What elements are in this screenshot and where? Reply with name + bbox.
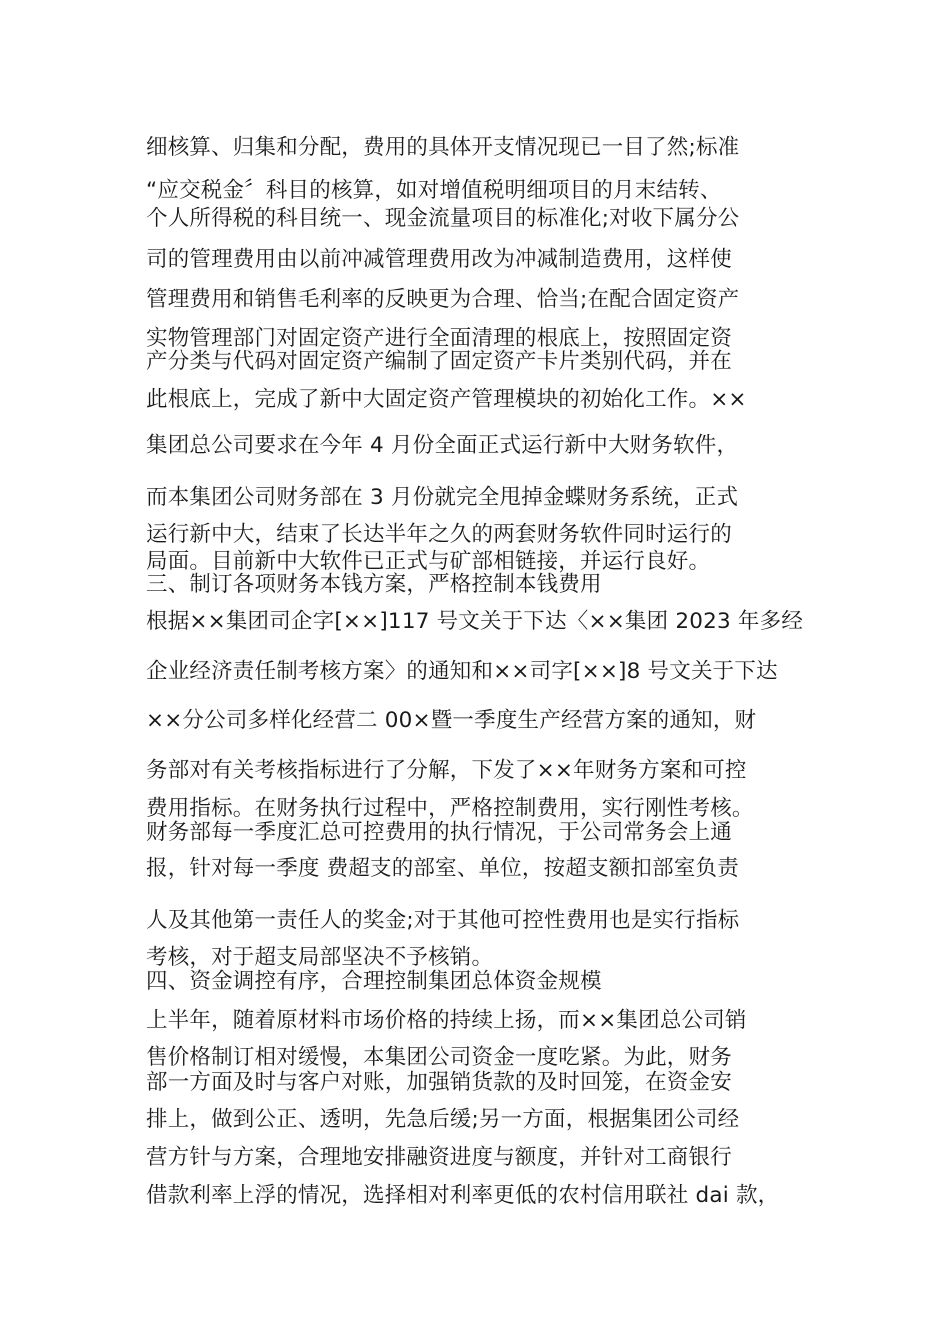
text-line-15: 企业经济责任制考核方案〉的通知和××司字[××]8 号文关于下达 xyxy=(146,659,778,684)
text-line-21: 人及其他第一责任人的奖金;对于其他可控性费用也是实行指标 xyxy=(146,908,740,933)
text-line-16: ××分公司多样化经营二 00×暨一季度生产经营方案的通知，财 xyxy=(146,708,757,733)
text-line-2: “应交税金〞科目的核算，如对增值税明细项目的月末结转、 xyxy=(146,178,722,203)
text-line-1: 细核算、归集和分配，费用的具体开支情况现已一目了然;标准 xyxy=(146,135,740,160)
text-line-24: 上半年，随着原材料市场价格的持续上扬，而××集团总公司销 xyxy=(146,1008,747,1033)
text-line-19: 财务部每一季度汇总可控费用的执行情况，于公司常务会上通 xyxy=(146,820,732,845)
text-line-4: 司的管理费用由以前冲减管理费用改为冲减制造费用，这样使 xyxy=(146,247,732,272)
text-line-26: 部一方面及时与客户对账，加强销货款的及时回笼，在资金安 xyxy=(146,1070,732,1095)
text-line-18: 费用指标。在财务执行过程中，严格控制费用，实行刚性考核。 xyxy=(146,796,754,821)
section-heading-4: 四、资金调控有序，合理控制集团总体资金规模 xyxy=(146,969,602,994)
text-line-7: 产分类与代码对固定资产编制了固定资产卡片类别代码，并在 xyxy=(146,349,732,374)
text-line-17: 务部对有关考核指标进行了分解，下发了××年财务方案和可控 xyxy=(146,758,747,783)
text-line-27: 排上，做到公正、透明，先急后缓;另一方面，根据集团公司经 xyxy=(146,1107,740,1132)
text-line-11: 运行新中大，结束了长达半年之久的两套财务软件同时运行的 xyxy=(146,522,732,547)
text-line-22: 考核，对于超支局部坚决不予核销。 xyxy=(146,945,494,970)
text-line-28: 营方针与方案，合理地安排融资进度与额度，并针对工商银行 xyxy=(146,1145,732,1170)
text-line-29: 借款利率上浮的情况，选择相对利率更低的农村信用联社 dai 款， xyxy=(146,1183,780,1208)
text-line-12: 局面。目前新中大软件已正式与矿部相链接，并运行良好。 xyxy=(146,549,711,574)
text-line-20: 报，针对每一季度 费超支的部室、单位，按超支额扣部室负责 xyxy=(146,856,739,881)
text-line-8: 此根底上，完成了新中大固定资产管理模块的初始化工作。×× xyxy=(146,387,747,412)
text-line-9: 集团总公司要求在今年 4 月份全面正式运行新中大财务软件， xyxy=(146,433,739,458)
text-line-5: 管理费用和销售毛利率的反映更为合理、恰当;在配合固定资产 xyxy=(146,287,740,312)
text-line-14: 根据××集团司企字[××]117 号文关于下达〈××集团 2023 年多经 xyxy=(146,609,804,634)
text-line-25: 售价格制订相对缓慢，本集团公司资金一度吃紧。为此，财务 xyxy=(146,1045,732,1070)
text-line-3: 个人所得税的科目统一、现金流量项目的标准化;对收下属分公 xyxy=(146,206,740,231)
section-heading-3: 三、制订各项财务本钱方案，严格控制本钱费用 xyxy=(146,572,602,597)
text-line-10: 而本集团公司财务部在 3 月份就完全甩掉金蝶财务系统，正式 xyxy=(146,485,739,510)
text-line-6: 实物管理部门对固定资产进行全面清理的根底上，按照固定资 xyxy=(146,326,732,351)
